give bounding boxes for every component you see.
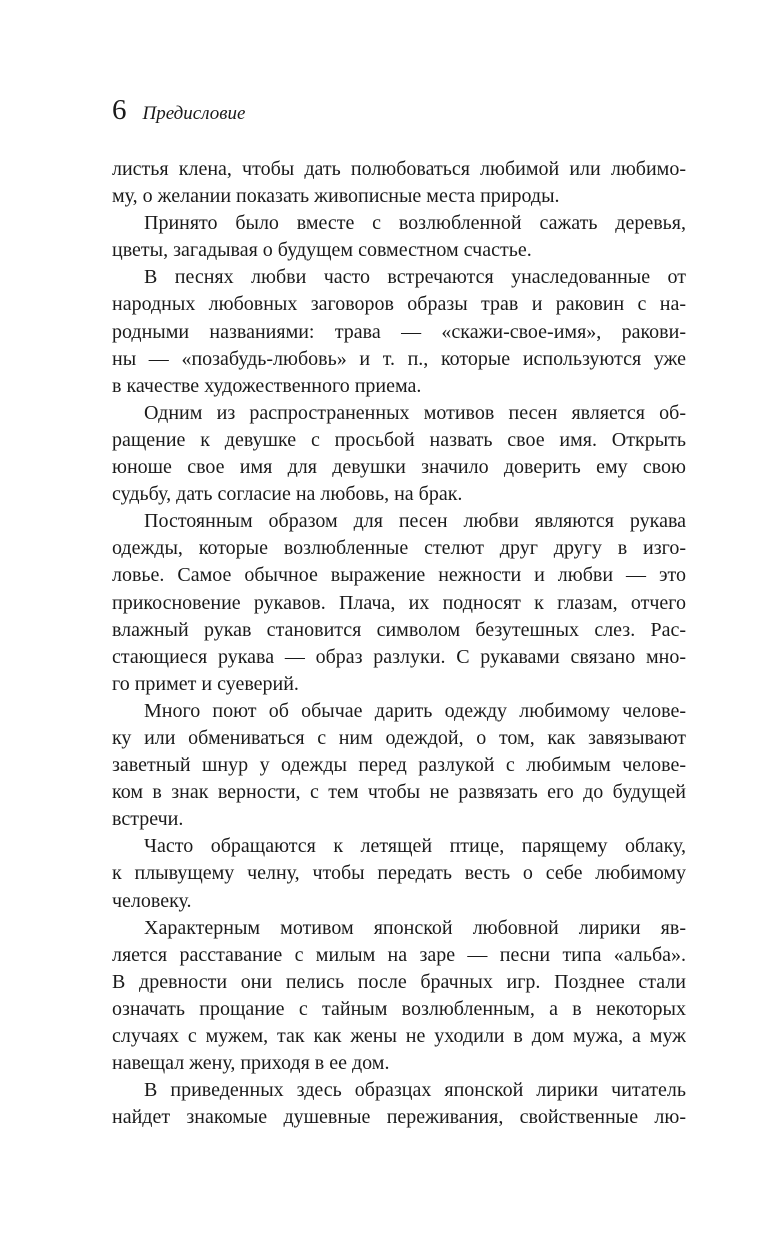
text-line: родными названиями: трава — «скажи-свое-имя», ракови- xyxy=(112,320,686,343)
text-line: заветный шнур у одежды перед разлукой с любимым челове- xyxy=(112,754,686,777)
book-page xyxy=(112,96,686,1131)
body-text xyxy=(112,156,686,1131)
text-line: в качестве художественного приема. xyxy=(112,374,422,397)
text-line: означать прощание с тайным возлюбленным, а в некоторых xyxy=(112,997,686,1020)
text-line: человеку. xyxy=(112,889,192,912)
text-line: Принято было вместе с возлюбленной сажать деревья, xyxy=(144,212,686,235)
text-line: встречи. xyxy=(112,808,184,831)
running-head xyxy=(112,96,686,136)
text-line: В песнях любви часто встречаются унаследованные от xyxy=(144,266,686,289)
text-line: ловье. Самое обычное выражение нежности и любви — это xyxy=(112,564,686,587)
text-line: к плывущему челну, чтобы передать весть о себе любимому xyxy=(112,862,686,885)
text-line: стающиеся рукава — образ разлуки. С рукавами связано мно- xyxy=(112,645,686,668)
text-line: Одним из распространенных мотивов песен является об- xyxy=(144,401,686,424)
text-line: ком в знак верности, с тем чтобы не развязать его до будущей xyxy=(112,781,686,804)
section-title: Предисловие xyxy=(142,103,246,124)
text-line: го примет и суеверий. xyxy=(112,672,299,695)
text-line: Часто обращаются к летящей птице, парящему облаку, xyxy=(144,835,686,858)
text-line: Постоянным образом для песен любви являются рукава xyxy=(144,510,686,533)
text-line: Характерным мотивом японской любовной лирики яв- xyxy=(144,916,686,939)
text-line: ку или обмениваться с ним одеждой, о том, как завязывают xyxy=(112,726,686,749)
text-line: В древности они пелись после брачных игр. Позднее стали xyxy=(112,970,686,993)
text-line: ляется расставание с милым на заре — песни типа «альба». xyxy=(112,943,686,966)
text-line: юноше свое имя для девушки значило доверить ему свою xyxy=(112,456,686,479)
text-line: одежды, которые возлюбленные стелют друг другу в изго- xyxy=(112,537,686,560)
text-line: ны — «позабудь-любовь» и т. п., которые используются уже xyxy=(112,347,686,370)
text-line: Много поют об обычае дарить одежду любимому челове- xyxy=(144,699,686,722)
text-line: прикосновение рукавов. Плача, их подносят к глазам, отчего xyxy=(112,591,686,614)
text-line: найдет знакомые душевные переживания, свойственные лю- xyxy=(112,1106,686,1129)
text-line: В приведенных здесь образцах японской лирики читатель xyxy=(144,1079,686,1102)
text-line: судьбу, дать согласие на любовь, на брак. xyxy=(112,483,463,506)
text-line: случаях с мужем, так как жены не уходили в дом мужа, а муж xyxy=(112,1025,686,1047)
text-line: влажный рукав становится символом безутешных слез. Рас- xyxy=(112,618,686,641)
text-line: листья клена, чтобы дать полюбоваться любимой или любимо- xyxy=(112,158,686,180)
page-number: 6 xyxy=(112,94,127,126)
text-line: му, о желании показать живописные места природы. xyxy=(112,185,560,208)
text-line: ращение к девушке с просьбой назвать свое имя. Открыть xyxy=(112,428,686,451)
text-line: цветы, загадывая о будущем совместном счастье. xyxy=(112,239,532,262)
text-line: навещал жену, приходя в ее дом. xyxy=(112,1052,390,1075)
text-line: народных любовных заговоров образы трав и раковин с на- xyxy=(112,293,686,316)
